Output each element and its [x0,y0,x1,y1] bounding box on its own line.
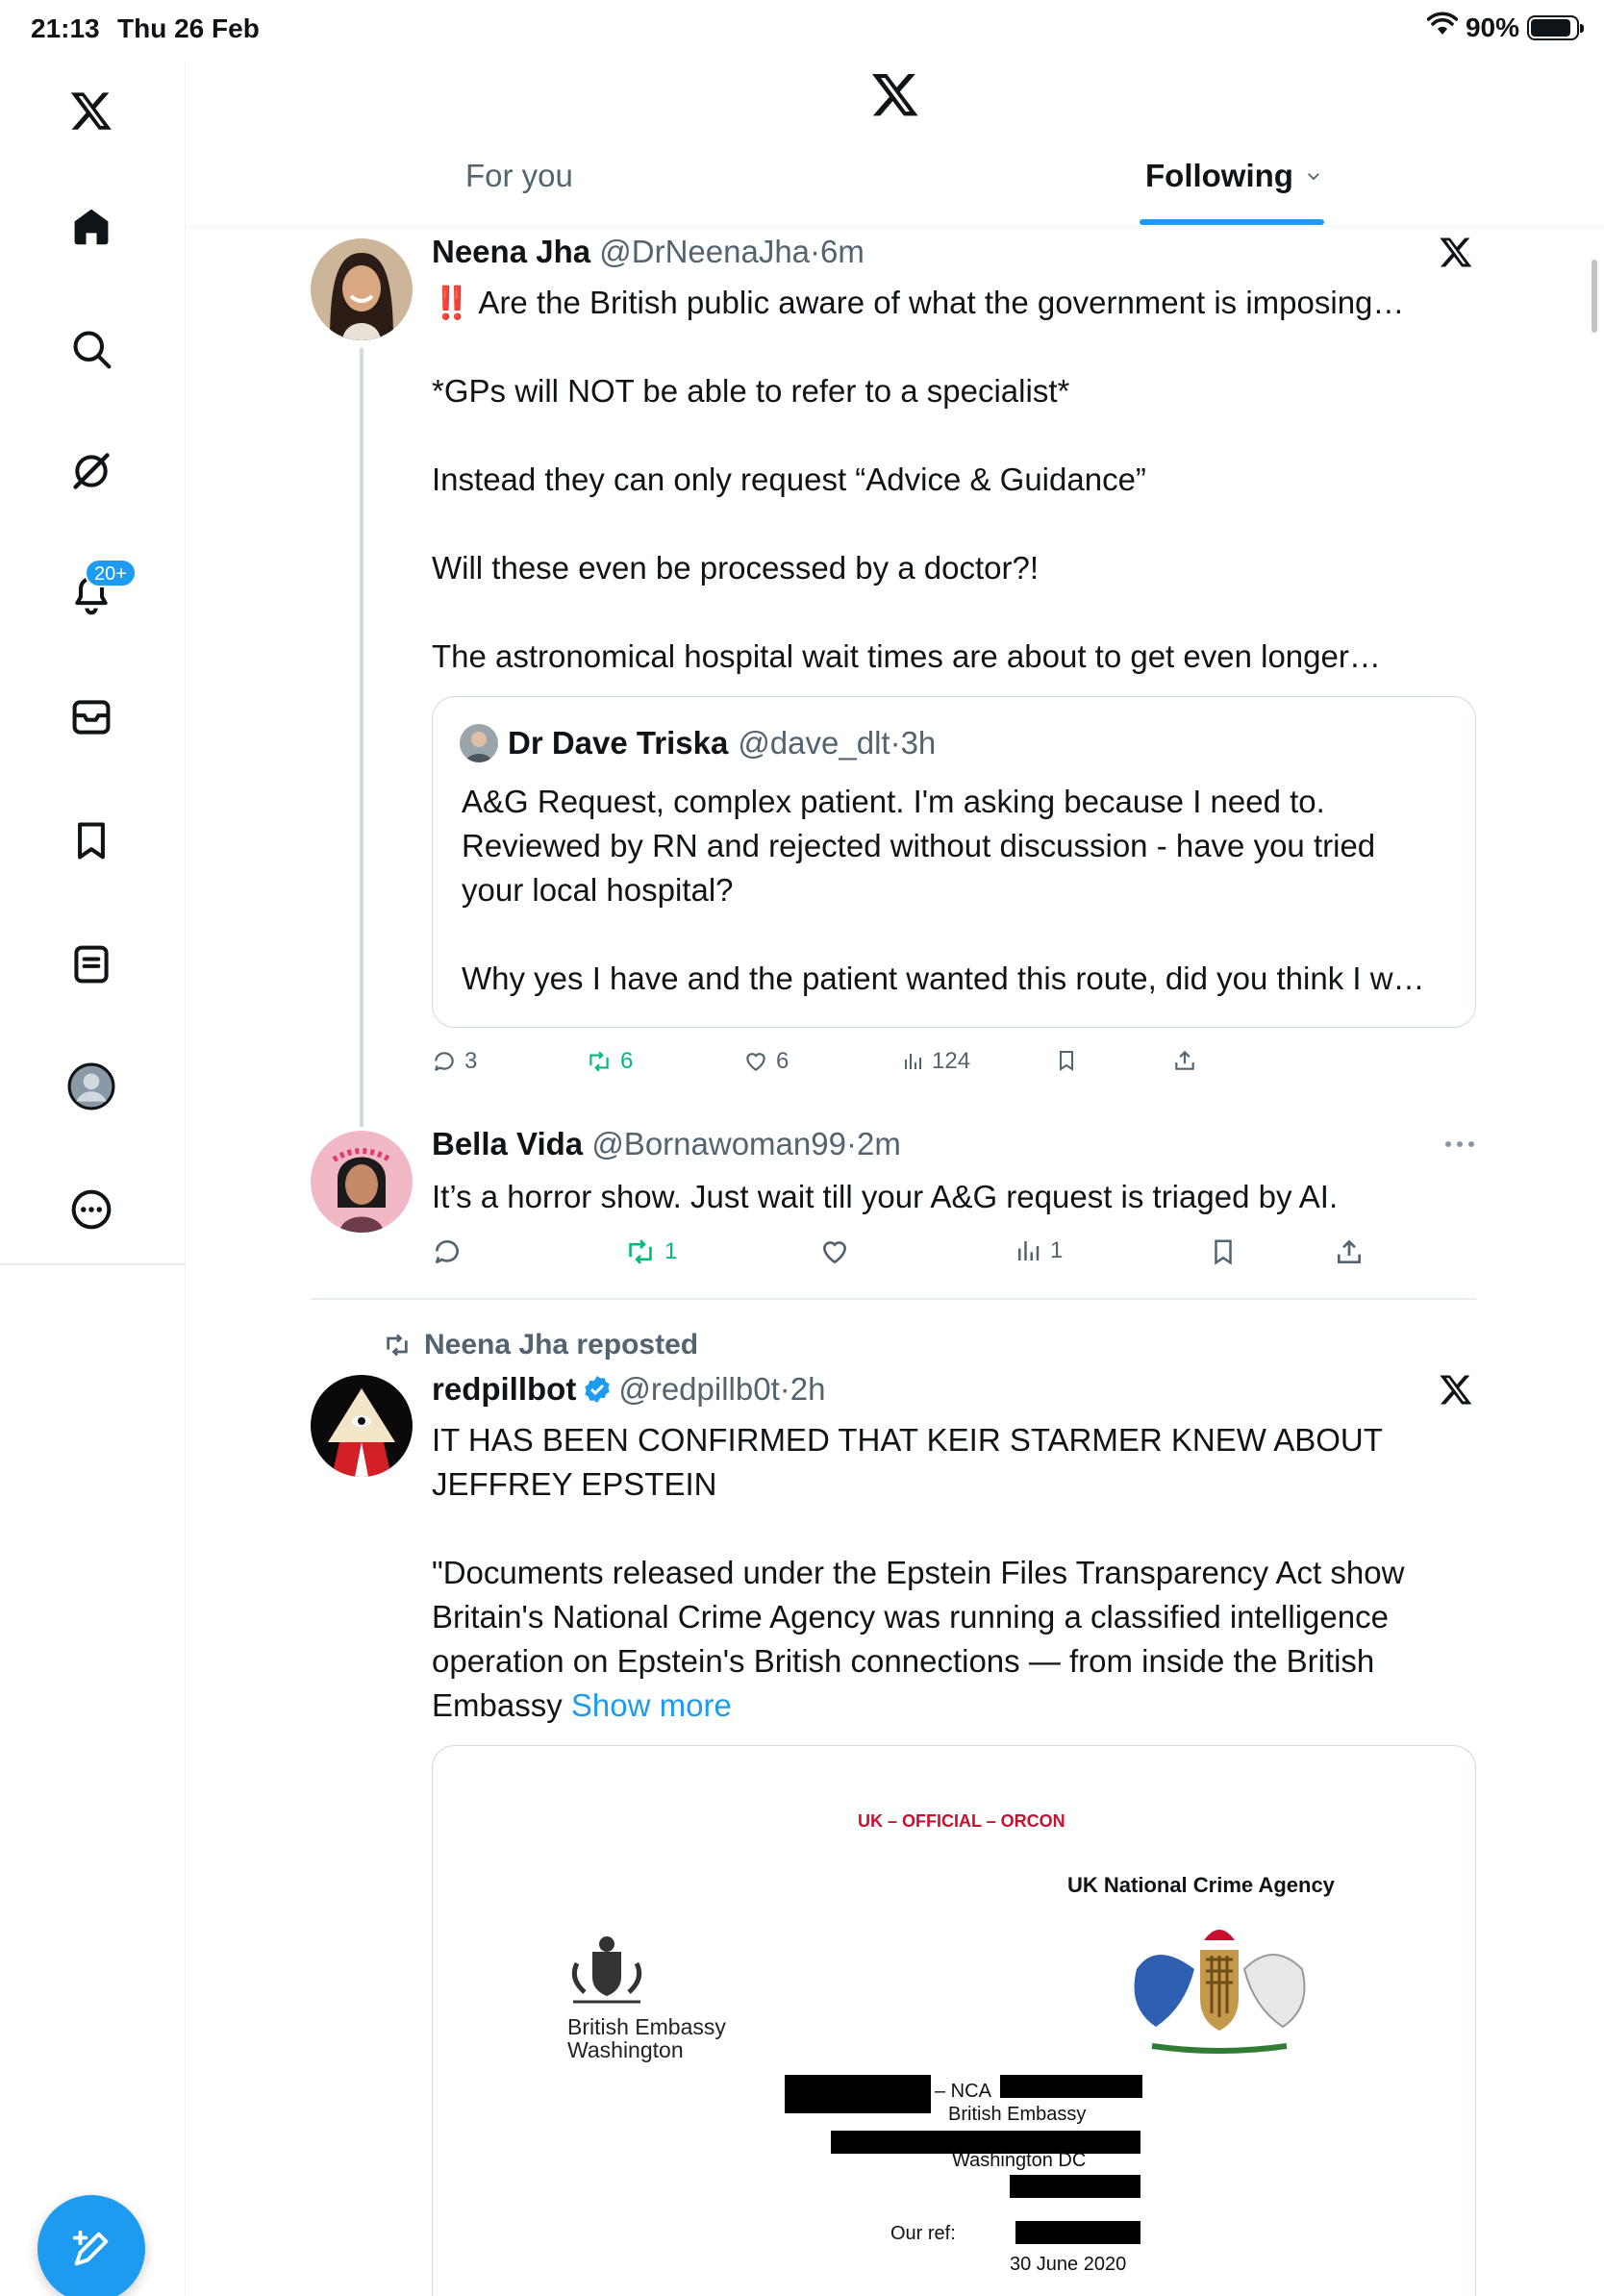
tweet-header: redpillbot @redpillb0t·2h [432,1371,826,1407]
battery-percent: 90% [1465,12,1519,42]
search-icon[interactable] [63,321,119,377]
avatar[interactable] [311,1131,413,1233]
document-ref-label: Our ref: [890,2223,956,2244]
bookmark-button[interactable] [1209,1236,1238,1267]
reply-button[interactable] [432,1236,463,1267]
show-more-link[interactable]: Show more [570,1687,732,1723]
bookmarks-icon[interactable] [63,812,119,868]
quoted-meta: @dave_dlt·3h [738,725,937,761]
repost-label[interactable]: Neena Jha reposted [424,1329,699,1360]
tweet-time[interactable]: 6m [820,234,865,269]
tab-following[interactable] [1145,158,1322,194]
repost-button[interactable]: 6 [586,1048,633,1075]
views-button[interactable]: 1 [1014,1236,1063,1265]
document-address-1: British Embassy [948,2104,1087,2125]
status-date: Thu 26 Feb [117,13,260,43]
messages-icon[interactable] [63,689,119,745]
more-icon[interactable] [63,1182,119,1237]
notification-badge: 20+ [85,559,137,587]
status-bar [0,0,1604,62]
author-name[interactable]: Neena Jha [432,234,591,269]
x-logo-icon [1439,235,1473,274]
notifications-icon[interactable] [63,563,127,622]
reply-icon [432,1049,457,1074]
like-button[interactable] [819,1236,850,1267]
quoted-tweet-text: A&G Request, complex patient. I'm asking because I need to. Reviewed by RN and rejected without discussion - have you tried your local hospital? Why yes I have and the patient wanted this route, did you think I w… [462,784,1425,996]
redaction [1000,2075,1142,2098]
views-icon [1014,1236,1042,1265]
status-right [1427,12,1579,43]
repost-icon [382,1332,413,1359]
x-logo-icon [1439,1372,1473,1411]
tweet-text: ‼️ Are the British public aware of what the government is imposing… *GPs will NOT be able to refer to a specialist* Instead they can only request “Advice & Guidance” Will these even be processed by a doctor?! The astronomical hospital wait times are about to get even longer… [432,285,1405,674]
grok-icon[interactable] [63,443,119,499]
thread-line [360,348,363,1127]
active-tab-indicator [1140,219,1324,225]
redaction [1015,2221,1140,2244]
share-button[interactable] [1334,1236,1365,1267]
tweet-text: IT HAS BEEN CONFIRMED THAT KEIR STARMER KNEW ABOUT JEFFREY EPSTEIN "Documents released under the Epstein Files Transparency Act show Britain's National Crime Agency was running a classified intelligence operation on Epstein's British connections — from inside the British Embassy Show more [432,1422,1405,1723]
compose-button[interactable] [38,2195,145,2296]
tweet-separator [311,1298,1476,1300]
author-name[interactable]: redpillbot [432,1371,577,1407]
tweet-time[interactable]: 2m [856,1126,901,1161]
author-name[interactable]: Bella Vida [432,1126,584,1161]
reply-button[interactable]: 3 [432,1048,477,1075]
tweet-media-image[interactable] [432,1745,1476,2296]
avatar[interactable] [311,1375,413,1477]
share-button[interactable] [1172,1048,1197,1073]
document-date: 30 June 2020 [1010,2254,1127,2275]
heart-icon [819,1236,850,1267]
quoted-avatar [460,724,498,762]
repost-button[interactable]: 1 [624,1236,677,1267]
document-agency: UK National Crime Agency [1067,1873,1335,1897]
tweet-header: Bella Vida @Bornawoman99·2m [432,1126,901,1161]
scrollbar[interactable] [1591,260,1597,333]
document-classification: UK – OFFICIAL – ORCON [858,1811,1065,1831]
wifi-icon [1427,12,1458,43]
compose-feather-icon [69,2227,113,2271]
x-logo-icon[interactable] [63,83,119,138]
tweet-time[interactable]: 2h [789,1371,826,1407]
author-handle[interactable]: @redpillb0t [618,1371,780,1407]
verified-badge-icon [582,1374,613,1405]
bookmark-icon [1209,1236,1238,1267]
quoted-author-name: Dr Dave Triska [508,725,729,761]
reply-icon [432,1236,463,1267]
more-options-icon[interactable] [1444,1136,1475,1154]
tweet-text: It’s a horror show. Just wait till your A&G request is triaged by AI. [432,1179,1339,1214]
timeline-header [187,62,1604,227]
author-handle[interactable]: @DrNeenaJha [599,234,811,269]
views-icon [901,1050,924,1073]
bookmark-button[interactable] [1055,1048,1078,1073]
tweet-header: Neena Jha @DrNeenaJha·6m [432,234,865,269]
document-embassy-label: British Embassy Washington [567,2014,726,2062]
heart-icon [743,1049,768,1074]
sidebar [0,62,186,2296]
tab-following-label: Following [1145,158,1293,193]
avatar[interactable] [311,238,413,340]
bookmark-icon [1055,1048,1078,1073]
home-icon[interactable] [63,198,119,254]
royal-arms-icon [564,1934,650,2012]
redaction [785,2075,931,2113]
tab-for-you[interactable]: For you [465,158,573,193]
battery-icon [1527,15,1579,40]
lists-icon[interactable] [63,936,119,992]
share-icon [1172,1048,1197,1073]
chevron-down-icon [1305,167,1322,185]
repost-icon [624,1236,657,1267]
status-time: 21:13 [31,13,100,43]
repost-icon [586,1049,613,1074]
profile-avatar-icon[interactable] [63,1059,119,1114]
redaction [1010,2175,1140,2198]
quoted-tweet[interactable] [432,696,1476,1028]
document-address-2: Washington DC [952,2150,1087,2171]
sidebar-divider [0,1263,186,1265]
quoted-tweet-header [460,724,936,762]
x-logo-icon [870,69,920,124]
document-nca-line: – NCA [935,2081,991,2102]
views-button[interactable]: 124 [901,1048,970,1075]
nca-crest-icon [1123,1911,1316,2070]
repost-indicator [382,1329,698,1361]
author-handle[interactable]: @Bornawoman99 [591,1126,846,1161]
share-icon [1334,1236,1365,1267]
like-button[interactable]: 6 [743,1048,789,1075]
